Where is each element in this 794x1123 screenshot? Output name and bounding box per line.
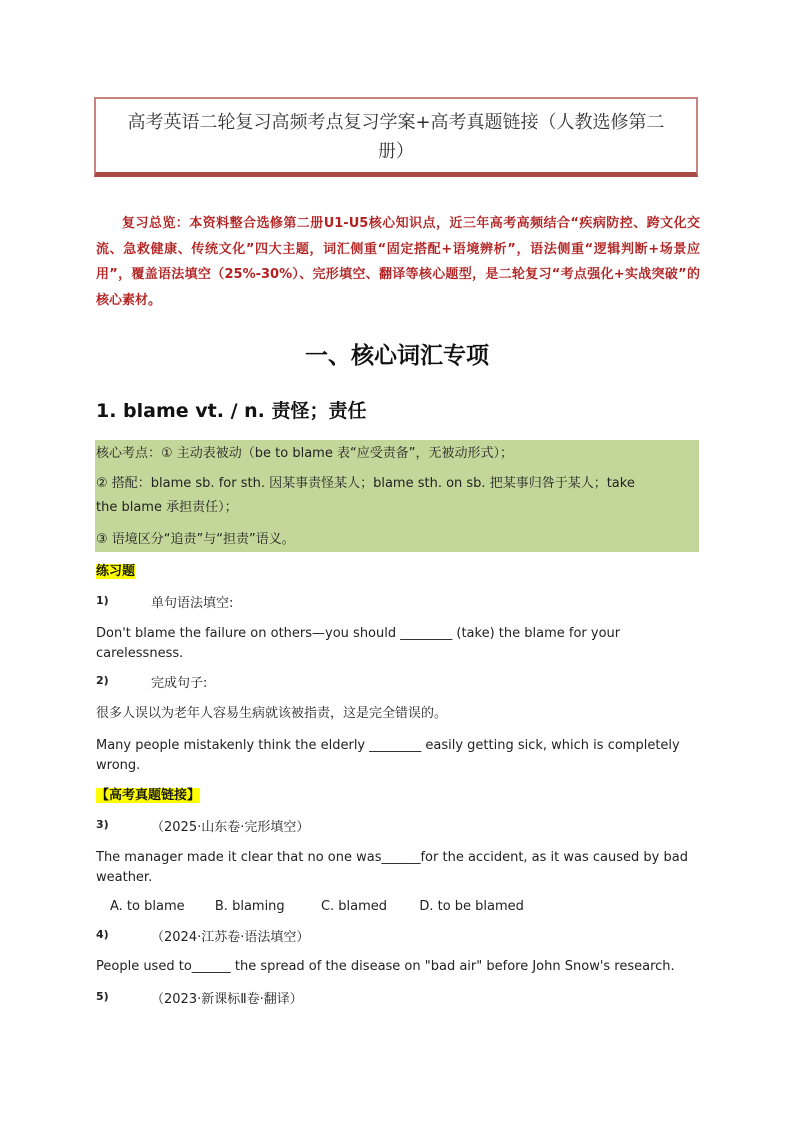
question-type: 单句语法填空:: [151, 596, 234, 611]
key-point-line-4: ③ 语境区分“追责”与“担责”语义。: [96, 532, 295, 547]
question-number: 2): [96, 674, 109, 687]
question-text: Don't blame the failure on others—you should ________ (take) the blame for your carelessness.: [96, 626, 621, 661]
question-source: （2024·江苏卷·语法填空）: [151, 930, 310, 945]
option-d: D. to be blamed: [419, 899, 524, 914]
question-text: The manager made it clear that no one was______for the accident, as it was caused by bad weather.: [96, 850, 688, 885]
question-chinese: 很多人误以为老年人容易生病就该被指责，这是完全错误的。: [96, 706, 448, 721]
option-b: B. blaming: [214, 899, 285, 914]
option-c: C. blamed: [320, 899, 388, 914]
options-row: [110, 897, 700, 917]
key-point-line-2: ② 搭配：blame sb. for sth. 因某事责怪某人；blame sth. on sb. 把某事归咎于某人；take: [96, 476, 635, 491]
review-overview: 复习总览：本资料整合选修第二册U1-U5核心知识点，近三年高考高频结合“疾病防控、跨文化交流、急救健康、传统文化”四大主题，词汇侧重“固定搭配+语境辨析”，语法侧重“逻辑判断+场景应用”，覆盖语法填空（25%-30%）、完形填空、翻译等核心题型，是二轮复习“考点强化+实战突破”的核心素材。: [96, 216, 700, 308]
question-text: People used to______ the spread of the disease on "bad air" before John Snow's research.: [96, 959, 675, 974]
question-source: （2025·山东卷·完形填空）: [151, 820, 310, 835]
question-number: 3): [96, 818, 109, 831]
option-a: A. to blame: [110, 899, 185, 914]
word-title: 1. blame vt. / n. 责怪；责任: [96, 400, 367, 422]
question-text: Many people mistakenly think the elderly ________ easily getting sick, which is completely wrong.: [96, 738, 680, 773]
question-number: 1): [96, 594, 109, 607]
document-title: 高考英语二轮复习高频考点复习学案+高考真题链接（人教选修第二册）: [127, 112, 665, 162]
exam-link-label: 【高考真题链接】: [96, 788, 201, 803]
key-point-line-1: 核心考点：① 主动表被动（be to blame 表“应受责备”，无被动形式）；: [96, 446, 513, 461]
question-number: 4): [96, 928, 109, 941]
question-type: 完成句子:: [151, 676, 208, 691]
key-point-line-3: the blame 承担责任）；: [96, 500, 238, 515]
section-title: 一、核心词汇专项: [305, 343, 489, 369]
practice-label: 练习题: [96, 564, 136, 579]
question-number: 5): [96, 990, 109, 1003]
title-box: [94, 97, 698, 177]
question-source: （2023·新课标Ⅱ卷·翻译）: [151, 992, 303, 1007]
